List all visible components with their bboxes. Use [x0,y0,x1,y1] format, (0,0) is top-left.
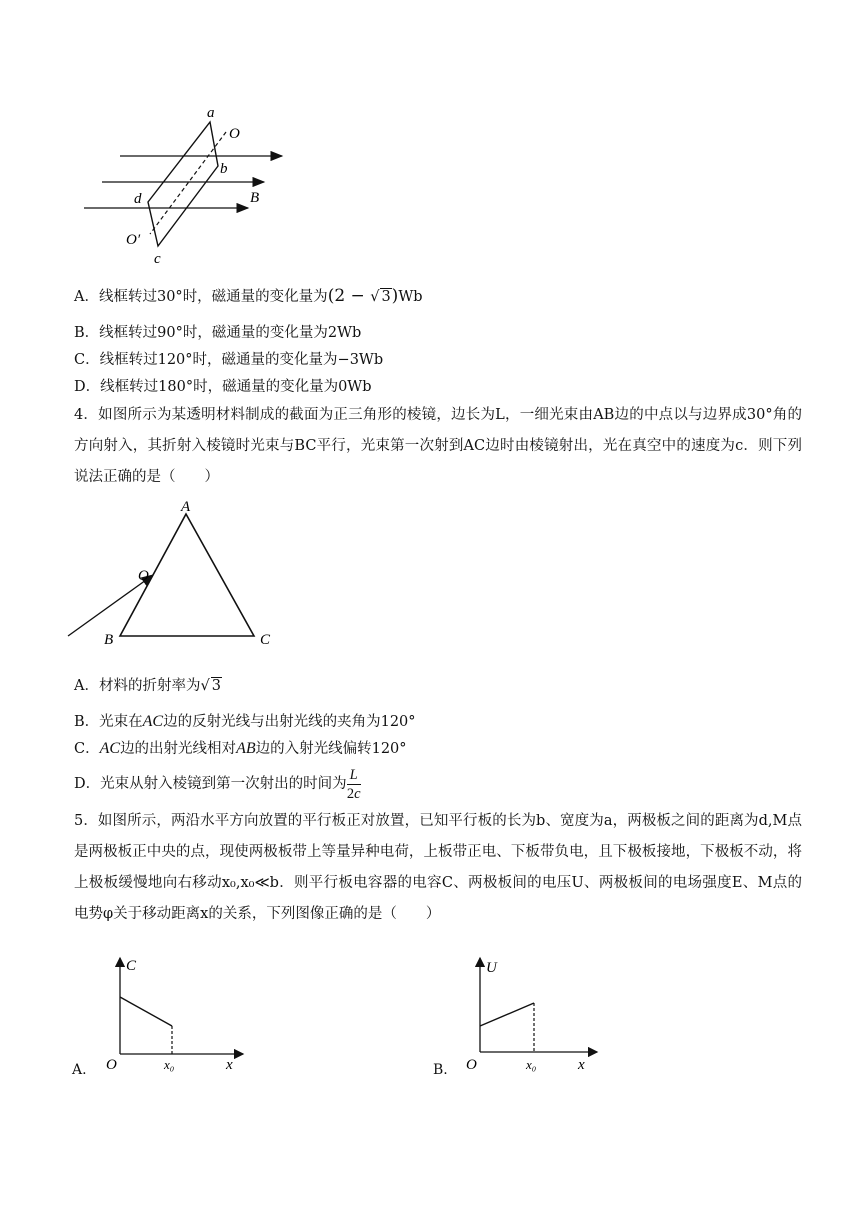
label-a: a [207,105,215,121]
q3-option-b: B．线框转过90°时，磁通量的变化量为2Wb [74,325,362,341]
prism-figure [66,496,286,656]
graph-a-origin: O [106,1057,117,1073]
graph-b [462,952,612,1077]
coil-field-figure [78,104,294,266]
q4-option-a: A．材料的折射率为√ 3 [74,678,221,694]
label-d: d [134,191,142,207]
graph-a [100,952,250,1077]
label-b: b [220,161,228,177]
incident-ray [68,575,153,636]
graph-a-x-tick: x₀ [164,1057,175,1072]
label-C: C [260,632,271,648]
q5-stem: 5．如图所示，两沿水平方向放置的平行板正对放置，已知平行板的长为b、宽度为a，两极板之间的距离为d,M点是两极板正中央的点，现使两极板带上等量异种电荷，上板带正电、下板带负电，且下极板接地，下极板不动，将上极板缓慢地向右移动x₀,x₀≪b．则平行板电容器的电容C、两极板间的电压U、两极板间的电场强度E、M点的电势φ关于移动距离x的关系，下列图像正确的是（ ） [74,813,802,922]
label-c: c [154,251,161,266]
graph-b-y-label: U [486,960,497,976]
label-B: B [104,632,114,648]
graph-a-option-label: A. [72,1062,87,1078]
q4-option-b: B．光束在AC边的反射光线与出射光线的夹角为120° [74,713,416,730]
q3-option-c: C．线框转过120°时，磁通量的变化量为−3Wb [74,352,384,368]
coil-frame [148,122,218,246]
q3-option-a: A．线框转过30°时，磁通量的变化量为(2 − √ 3)Wb [74,286,423,306]
q4-option-d: D．光束从射入棱镜到第一次射出的时间为 $\frac{L}{2c}$ [74,766,361,802]
q4-stem: 4．如图所示为某透明材料制成的截面为正三角形的棱镜，边长为L，一细光束由AB边的中点以与边界成30°角的方向射入，其折射入棱镜时光束与BC平行，光束第一次射到AC边时由棱镜射出，光在真空中的速度为c．则下列说法正确的是（ ） [74,407,802,485]
graph-a-curve [120,997,172,1026]
label-B: B [250,190,260,206]
graph-a-y-label: C [126,958,137,974]
label-A: A [181,499,191,515]
label-O: O [229,126,240,142]
graph-b-x-tick: x₀ [526,1057,537,1072]
time-fraction: $\frac{L}{2c}$ [346,766,361,802]
q4-option-c: C．AC边的出射光线相对AB边的入射光线偏转120° [74,740,407,757]
graph-b-option-label: B. [433,1062,448,1078]
label-O: O [138,568,149,584]
graph-b-curve [480,1003,534,1026]
graph-b-x-label: x [578,1057,585,1073]
label-O-prime: O′ [126,232,141,248]
q3-option-d: D．线框转过180°时，磁通量的变化量为0Wb [74,379,372,395]
graph-b-origin: O [466,1057,477,1073]
graph-a-x-label: x [226,1057,233,1073]
